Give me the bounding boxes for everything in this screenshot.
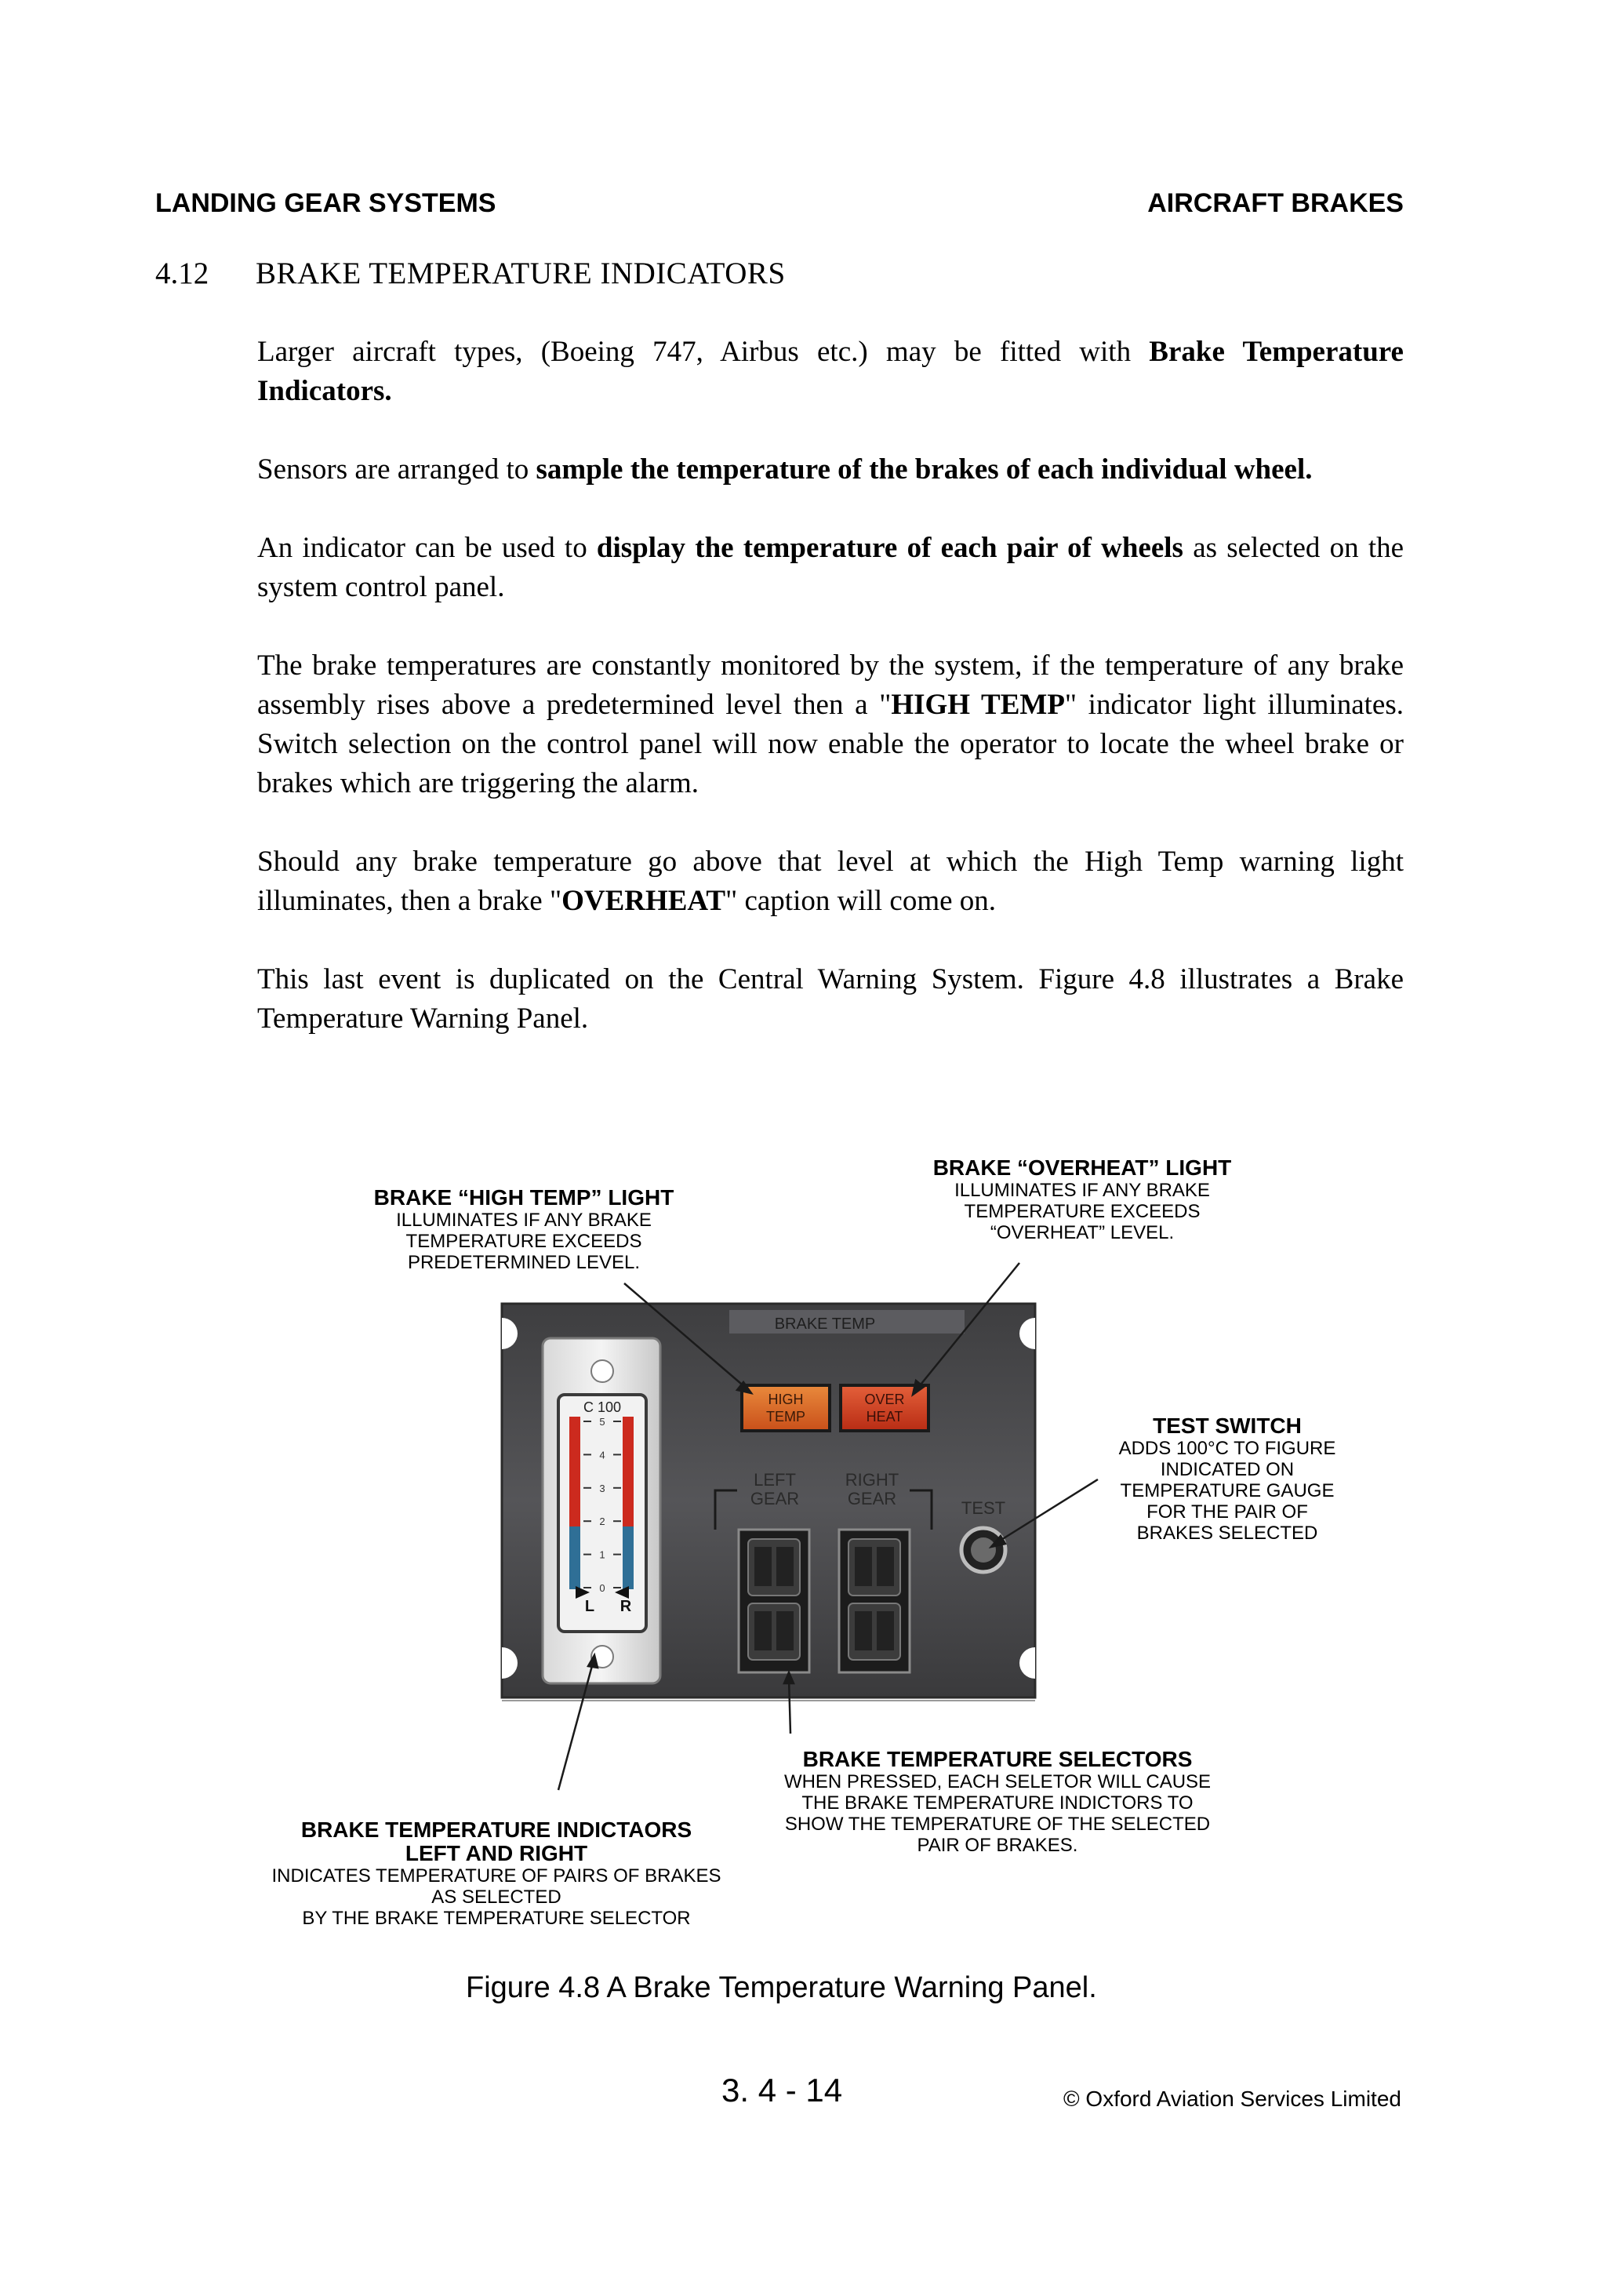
gauge-left-red-band [569, 1417, 580, 1526]
gauge-tick-label: 4 [599, 1449, 605, 1461]
right-gear-line1: RIGHT [845, 1470, 899, 1490]
callout-overheat-title: BRAKE “OVERHEAT” LIGHT [932, 1155, 1232, 1180]
callout-overheat-desc: ILLUMINATES IF ANY BRAKE TEMPERATURE EXCEEDS “OVERHEAT” LEVEL. [954, 1180, 1210, 1243]
callout-indicators-desc: INDICATES TEMPERATURE OF PAIRS OF BRAKES AS SELECTED BY THE BRAKE TEMPERATURE SELECTOR [271, 1865, 721, 1929]
overheat-line1: OVER [864, 1392, 905, 1407]
gauge-tick-label: 0 [599, 1582, 605, 1594]
bold-run: OVERHEAT [561, 885, 726, 917]
text-run: The brake temperatures are constantly monitored by the system, if the temperature of any brake assembly rises above a predetermined level then a " [257, 650, 1404, 721]
brake-temperature-gauge [543, 1338, 660, 1683]
gauge-tick-label: 1 [599, 1548, 605, 1561]
panel-label-brake-temp: BRAKE TEMP [774, 1315, 876, 1333]
high-temp-line1: HIGH [768, 1392, 804, 1407]
gauge-left-label: L [584, 1598, 595, 1615]
text-run: This last event is duplicated on the Central Warning System. Figure 4.8 illustrates a Brake Temperature Warning Panel. [257, 963, 1404, 1035]
callout-high-temp-desc: ILLUMINATES IF ANY BRAKE TEMPERATURE EXCEEDS PREDETERMINED LEVEL. [396, 1210, 652, 1273]
gauge-right-label: R [620, 1598, 632, 1615]
text-run: " indicator light illuminates. Switch selection on the control panel will now enable the operator to locate the wheel brake or brakes which are triggering the alarm. [257, 689, 1404, 799]
high-temp-line2: TEMP [765, 1409, 806, 1425]
section-title: BRAKE TEMPERATURE INDICATORS [256, 257, 786, 290]
figure-caption: Figure 4.8 A Brake Temperature Warning Panel. [466, 1971, 1097, 2004]
callout-indicators [242, 1818, 751, 1929]
test-label: TEST [961, 1498, 1006, 1518]
gauge-tick-label: 3 [599, 1482, 605, 1494]
right-gear-selector[interactable] [839, 1530, 910, 1672]
high-temp-light[interactable] [742, 1385, 830, 1431]
text-run: " caption will come on. [725, 885, 997, 917]
overheat-line2: HEAT [866, 1409, 903, 1425]
bold-run: display the temperature of each pair of wheels [596, 532, 1183, 564]
left-gear-selector[interactable] [739, 1530, 809, 1672]
callout-selectors [754, 1748, 1241, 1856]
gauge-scale-label: C 100 [583, 1399, 622, 1415]
callout-overheat-light [910, 1156, 1255, 1243]
gauge-right-red-band [623, 1417, 634, 1526]
callout-test-desc: ADDS 100°C TO FIGURE INDICATED ON TEMPERATURE GAUGE FOR THE PAIR OF BRAKES SELECTED [1118, 1438, 1336, 1544]
callout-test-title: TEST SWITCH [1153, 1414, 1302, 1438]
left-gear-line2: GEAR [750, 1489, 800, 1508]
text-run: An indicator can be used to [257, 532, 597, 564]
running-header-right: AIRCRAFT BRAKES [1147, 188, 1404, 218]
callout-selectors-title: BRAKE TEMPERATURE SELECTORS [802, 1747, 1193, 1771]
callout-test-switch [1098, 1414, 1357, 1544]
section-number: 4.12 [155, 257, 209, 290]
bold-run: sample the temperature of the brakes of each individual wheel. [536, 453, 1313, 486]
gauge-left-blue-band [569, 1526, 580, 1589]
callout-selectors-desc: WHEN PRESSED, EACH SELETOR WILL CAUSE THE BRAKE TEMPERATURE INDICTORS TO SHOW THE TEMPERATURE OF THE SELECTED PAIR OF BRAKES. [783, 1771, 1212, 1856]
gauge-tick-label: 2 [599, 1516, 605, 1528]
running-header-left: LANDING GEAR SYSTEMS [155, 188, 496, 218]
callout-high-temp-title: BRAKE “HIGH TEMP” LIGHT [373, 1185, 674, 1210]
callout-high-temp-light [336, 1186, 712, 1273]
gauge-tick-label: 5 [599, 1416, 605, 1428]
left-gear-line1: LEFT [754, 1470, 796, 1490]
text-run: Larger aircraft types, (Boeing 747, Airbus etc.) may be fitted with [257, 336, 1150, 368]
text-run: Should any brake temperature go above that level at which the High Temp warning light illuminates, then a brake " [257, 846, 1404, 917]
bold-run: Brake Temperature Indicators. [257, 336, 1404, 407]
text-run: Sensors are arranged to [257, 453, 536, 486]
text-run: as selected on the system control panel. [257, 532, 1404, 603]
callout-indicators-title: BRAKE TEMPERATURE INDICTAORS [300, 1818, 692, 1842]
bold-run: HIGH TEMP [891, 689, 1065, 721]
callout-indicators-title2: LEFT AND RIGHT [405, 1841, 588, 1865]
copyright-notice: © Oxford Aviation Services Limited [1063, 2087, 1401, 2111]
right-gear-line2: GEAR [847, 1489, 897, 1508]
gauge-right-blue-band [623, 1526, 634, 1589]
test-switch[interactable] [961, 1528, 1005, 1572]
page-number: 3. 4 - 14 [721, 2072, 843, 2109]
